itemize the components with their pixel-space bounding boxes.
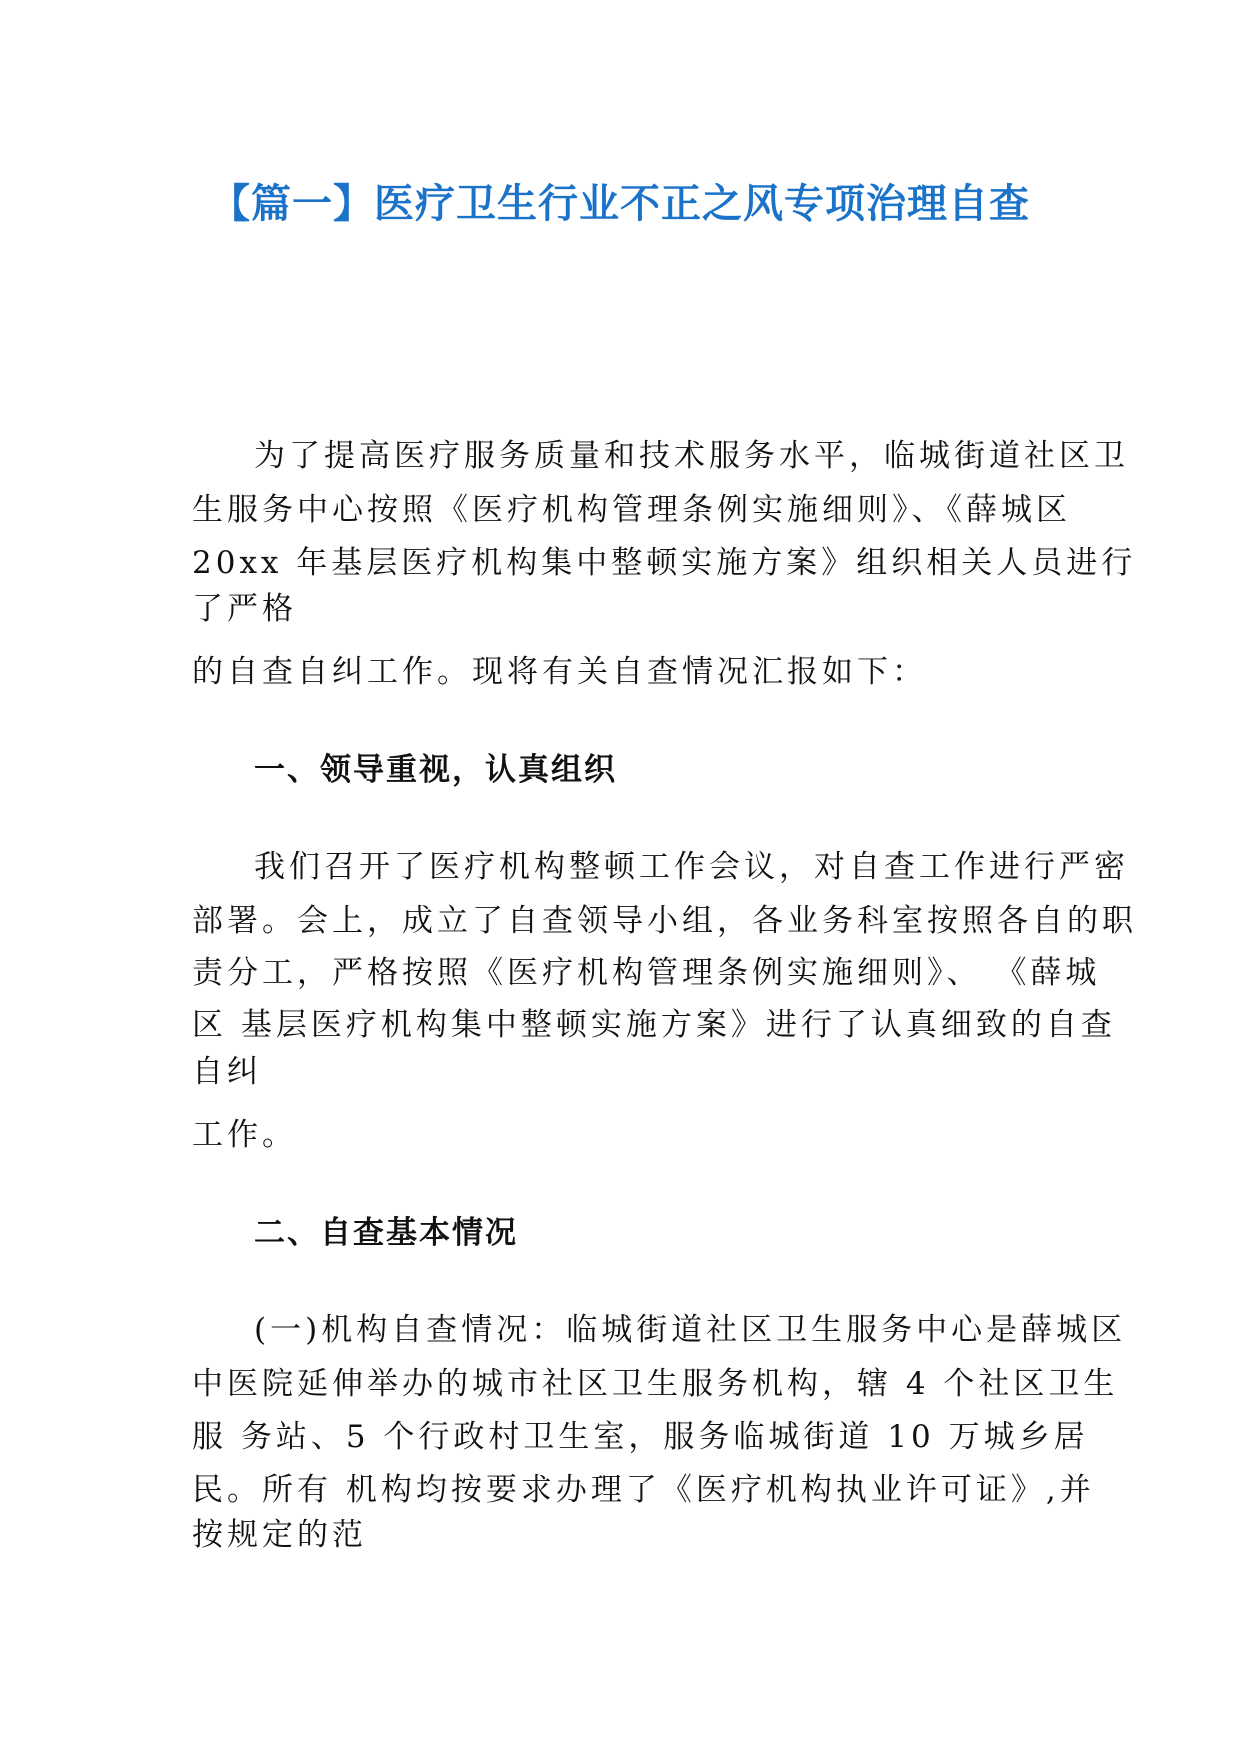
section2-line-3: 服 务站、5 个行政村卫生室，服务临城街道 10 万城乡居 [192,1419,1089,1455]
section1-line-4: 区 基层医疗机构集中整顿实施方案》进行了认真细致的自查 [192,1007,1116,1043]
section2-line-2: 中医院延伸举办的城市社区卫生服务机构，辖 4 个社区卫生 [192,1366,1119,1402]
section2-heading: 二、自查基本情况 [254,1215,518,1251]
intro-line-4: 了严格 [192,591,297,627]
document-title: 【篇一】医疗卫生行业不正之风专项治理自查 [210,181,1030,227]
intro-line-5: 的自查自纠工作。现将有关自查情况汇报如下： [192,654,927,690]
section1-line-1: 我们召开了医疗机构整顿工作会议，对自查工作进行严密 [254,849,1129,885]
section1-line-5: 自纠 [192,1054,262,1090]
intro-line-3: 20xx 年基层医疗机构集中整顿实施方案》组织相关人员进行 [192,545,1137,581]
section1-line-2: 部署。会上，成立了自查领导小组，各业务科室按照各自的职 [192,903,1137,939]
intro-line-2: 生服务中心按照《医疗机构管理条例实施细则》、《薛城区 [192,492,1071,528]
section1-heading: 一、领导重视，认真组织 [254,752,617,788]
section2-line-4: 民。所有 机构均按要求办理了《医疗机构执业许可证》,并 [192,1472,1095,1508]
section1-line-3: 责分工，严格按照《医疗机构管理条例实施细则》、 《薛城 [192,955,1101,991]
intro-line-1: 为了提高医疗服务质量和技术服务水平，临城街道社区卫 [254,438,1129,474]
section2-line-5: 按规定的范 [192,1517,367,1553]
section2-line-1: (一)机构自查情况：临城街道社区卫生服务中心是薛城区 [254,1312,1127,1348]
section1-line-6: 工作。 [192,1117,297,1153]
